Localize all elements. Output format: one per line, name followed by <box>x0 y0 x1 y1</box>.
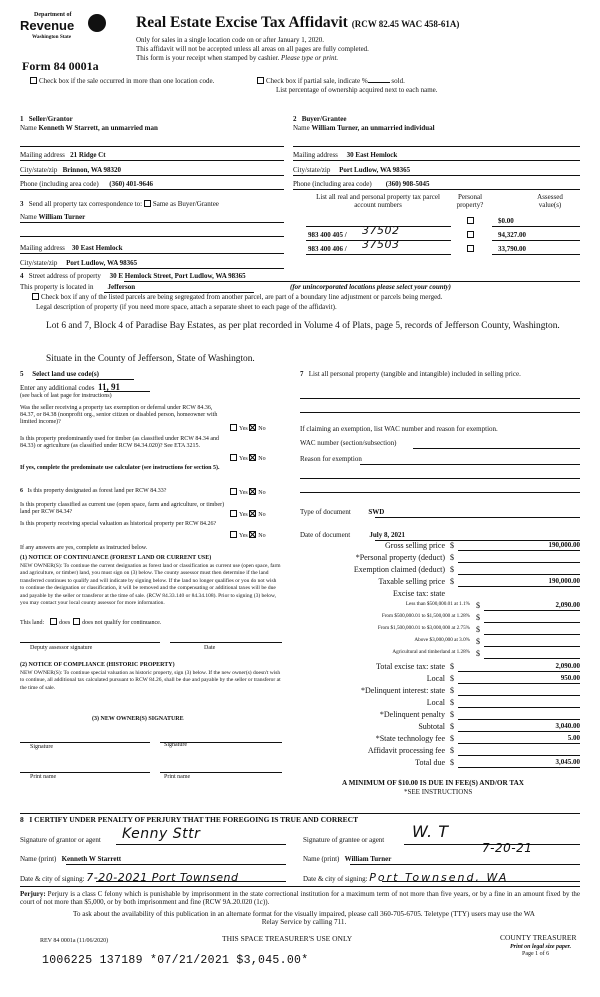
perjury-label: Perjury: <box>20 890 46 898</box>
forest-q1-row <box>20 488 166 495</box>
total-8-label: Total due <box>415 758 445 767</box>
total-row-6 <box>300 734 580 745</box>
exemption-claim-label: If claiming an exemption, list WAC number and reason for exemption. <box>300 425 498 433</box>
forest-any-yes: If any answers are yes, complete as instructed below. <box>20 545 148 551</box>
total-6-label: *State technology fee <box>375 734 445 743</box>
land-use-select[interactable]: Select land use code(s) <box>32 370 99 378</box>
forest-q1: Is this property designated as forest land per RCW 84.33? <box>27 488 167 494</box>
rev-number: REV 84 0001a (11/06/2020) <box>40 938 109 944</box>
land-use-row <box>20 370 99 378</box>
doc-type-label: Type of document <box>300 508 351 516</box>
forest-q2: Is this property classified as current use (open space, farm and agriculture, or timber) land per RCW 84.34? <box>20 502 225 515</box>
dept-line1: Department of <box>34 12 72 18</box>
personal-property-row <box>300 370 580 378</box>
timber-no-label: No <box>258 456 266 462</box>
located-county[interactable]: Jefferson <box>107 283 136 291</box>
doc-type[interactable]: SWD <box>368 508 385 516</box>
forest-q1-no-label: No <box>258 490 266 496</box>
total-7-label: Affidavit processing fee <box>367 746 445 755</box>
bracket-2-label: From $1,500,000.01 to $3,000,000 at 2.75% <box>377 625 470 631</box>
seller-phone[interactable]: (360) 401-9646 <box>109 180 153 188</box>
wac-label: WAC number (section/subsection) <box>300 439 397 447</box>
forest-q1-yes-checkbox[interactable] <box>230 488 237 495</box>
tax-taxable-label: Taxable selling price <box>378 577 445 586</box>
forest-q3-yes-label: Yes <box>239 533 248 539</box>
total-5-dollar: $ <box>450 722 454 731</box>
seller-heading-text: Seller/Grantor <box>28 115 73 123</box>
seller-num: 1 <box>20 115 24 123</box>
exemption-question: Was the seller receiving a property tax exemption or deferral under RCW 84.36, 84.37, or 84.38 (nonprofit org., senior citizen or disabled person, homeowner with limited income)? <box>20 405 218 425</box>
segregated-note: Check box if any of the listed parcels are being segregated from another parcel, are part of a boundary line adjustment or parcels being merged. <box>41 293 443 301</box>
exemption-yes-checkbox[interactable] <box>230 424 237 431</box>
total-0-value[interactable]: 2,090.00 <box>555 662 580 670</box>
alt-format-note: To ask about the availability of this publication in an alternate format for the visually impaired, please call 360-705-6705. Teletype (TTY) users may use the WA Relay Service by calling 711. <box>73 910 535 927</box>
total-1-value[interactable]: 950.00 <box>560 674 580 682</box>
partial-sold-label: sold. <box>391 77 405 85</box>
certify-heading-text: I CERTIFY UNDER PENALTY OF PERJURY THAT THE FOREGOING IS TRUE AND CORRECT <box>29 815 359 824</box>
doc-type-row <box>300 508 384 516</box>
bracket-3-dollar: $ <box>476 637 480 646</box>
parcel-1-personal-checkbox[interactable] <box>467 231 474 238</box>
buyer-name-row <box>293 124 435 132</box>
seller-name-label: Name <box>20 124 37 132</box>
parcel-col3-header: Assessed value(s) <box>537 193 563 210</box>
land-use-num: 5 <box>20 370 24 378</box>
notice1-title: (1) NOTICE OF CONTINUANCE (FOREST LAND OR CURRENT USE) <box>20 555 212 561</box>
land-does-not-checkbox[interactable] <box>73 618 80 625</box>
forest-q2-yes-no <box>230 510 266 519</box>
bracket-1-label: From $500,000.01 to $1,500,000 at 1.28% <box>381 613 470 619</box>
total-0-dollar: $ <box>450 662 454 671</box>
seller-city[interactable]: Brinnon, WA 98320 <box>62 166 121 174</box>
title-citation: (RCW 82.45 WAC 458-61A) <box>351 19 460 29</box>
parcel-0-value[interactable]: $0.00 <box>498 217 514 225</box>
grantee-date-city[interactable]: Port Townsend, WA <box>369 871 509 884</box>
notice2-title: (2) NOTICE OF COMPLIANCE (HISTORIC PROPERTY) <box>20 662 175 668</box>
exemption-yes-no <box>230 424 266 433</box>
grantee-sig-label: Signature of grantee or agent <box>303 836 385 844</box>
total-6-dollar: $ <box>450 734 454 743</box>
total-2-dollar: $ <box>450 686 454 695</box>
correspondence-mail-label: Mailing address <box>20 244 65 252</box>
same-as-buyer-checkbox[interactable] <box>144 200 151 207</box>
header-note2: This affidavit will not be accepted unless all areas on all pages are fully completed. <box>136 45 369 53</box>
this-land-row <box>20 618 161 627</box>
perjury-note <box>20 890 580 906</box>
legal-description[interactable]: Lot 6 and 7, Block 4 of Paradise Bay Estates, as per plat recorded in Volume 4 of Plats, page 5, records of Jefferson County, Washington. <box>46 321 560 331</box>
parcel-2-number[interactable]: 983 400 406 / <box>308 245 347 253</box>
deputy-sig-label: Deputy assessor signature <box>30 645 93 651</box>
multi-location-checkbox[interactable] <box>30 77 37 84</box>
tax-taxable-value[interactable]: 190,000.00 <box>548 577 580 585</box>
total-5-value[interactable]: 3,040.00 <box>555 722 580 730</box>
parcel-2-value[interactable]: 33,790.00 <box>498 245 526 253</box>
grantee-date-city-label: Date & city of signing: <box>303 875 368 883</box>
total-row-7 <box>300 746 580 757</box>
land-use-back-note: (see back of last page for instructions) <box>20 393 112 399</box>
land-does-label: does <box>59 620 71 626</box>
correspondence-city[interactable]: Port Ludlow, WA 98365 <box>66 259 138 267</box>
seller-name[interactable]: Kenneth W Starrett, an unmarried man <box>38 124 158 132</box>
legal-paper-note: Print on legal size paper. <box>510 944 572 950</box>
tax-exemption-dollar: $ <box>450 565 454 574</box>
reason-label: Reason for exemption <box>300 455 362 463</box>
segregated-checkbox[interactable] <box>32 293 39 300</box>
parcel-1-handwritten: 37502 <box>362 224 400 237</box>
seller-mail-label: Mailing address <box>20 151 65 159</box>
total-5-label: Subtotal <box>418 722 445 731</box>
bracket-row-0 <box>300 601 580 612</box>
total-row-5 <box>300 722 580 733</box>
seller-name-row <box>20 124 158 132</box>
additional-codes-label: Enter any additional codes <box>20 384 95 392</box>
forest-q3-no-checkbox[interactable] <box>249 531 256 538</box>
same-as-buyer-label: Same as Buyer/Grantee <box>152 200 219 208</box>
timber-yes-checkbox[interactable] <box>230 454 237 461</box>
bracket-4-dollar: $ <box>476 649 480 658</box>
buyer-heading <box>293 115 346 123</box>
total-8-value[interactable]: 3,045.00 <box>555 758 580 766</box>
forest-q3-yes-checkbox[interactable] <box>230 531 237 538</box>
street-address[interactable]: 30 E Hemlock Street, Port Ludlow, WA 98365 <box>109 272 246 280</box>
additional-codes[interactable]: 11, 91 <box>97 382 120 392</box>
certify-num: 8 <box>20 815 24 824</box>
list-pct-note: List percentage of ownership acquired next to each name. <box>276 86 438 94</box>
seller-city-row <box>20 166 121 174</box>
owner-signature-label-2: Signature <box>164 742 187 748</box>
tax-gross-label: Gross selling price <box>385 541 445 550</box>
notice1-body: NEW OWNER(S): To continue the current designation as forest land or classification as current use (open space, farm and agriculture, or timber) land, you must sign on (3) below. The county assessor must then determine if the land transferred continues to qualify and will indicate by signing below. If the land no longer qualifies or you do not wish to continue the designation or classification, it will be removed and the compensating or additional taxes will be due and payable by the seller or transferor at the time of sale. (RCW 84.33.140 or 84.34.108). Prior to signing (3) below, you may contact your local county assessor for more information. <box>20 563 281 607</box>
legal-label: Legal description of property (if you need more space, attach a separate sheet to each page of the affidavit). <box>36 303 337 311</box>
bracket-2-dollar: $ <box>476 625 480 634</box>
total-2-label: *Delinquent interest: state <box>361 686 445 695</box>
bracket-0-dollar: $ <box>476 601 480 610</box>
county-treasurer: COUNTY TREASURER <box>500 933 577 942</box>
total-row-2 <box>300 686 580 697</box>
parcel-2-handwritten: 37503 <box>362 238 400 251</box>
tax-gross-dollar: $ <box>450 541 454 550</box>
treasurer-receipt: 1006225 137189 *07/21/2021 $3,045.00* <box>42 954 309 967</box>
tax-taxable-dollar: $ <box>450 577 454 586</box>
header-note3-text: This form is your receipt when stamped by cashier. <box>136 54 280 62</box>
total-6-value[interactable]: 5.00 <box>567 734 580 742</box>
bracket-4-label: Agricultural and timberland at 1.28% <box>392 649 470 655</box>
header-note3 <box>136 54 338 62</box>
grantee-name-label: Name (print) <box>303 855 340 863</box>
buyer-mail[interactable]: 30 East Hemlock <box>346 151 398 159</box>
grantee-date-city-row <box>303 872 508 885</box>
total-3-dollar: $ <box>450 698 454 707</box>
parcel-1-number[interactable]: 983 400 405 / <box>308 231 347 239</box>
parcel-col2-header: Personal property? <box>456 193 484 210</box>
seller-heading <box>20 115 73 123</box>
parcel-0-personal-checkbox[interactable] <box>467 217 474 224</box>
forest-q1-yes-label: Yes <box>239 490 248 496</box>
timber-no-checkbox[interactable] <box>249 454 256 461</box>
bracket-row-3 <box>300 637 580 648</box>
multi-location-check[interactable] <box>30 77 214 85</box>
unincorporated-note: (for unincorporated locations please select your county) <box>290 283 451 291</box>
segregated-row <box>32 293 442 301</box>
grantee-date-handwritten: 7-20-21 <box>482 841 533 855</box>
total-row-8 <box>300 758 580 769</box>
forest-q3-no-label: No <box>258 533 266 539</box>
seller-city-label: City/state/zip <box>20 166 58 174</box>
tax-gross-row <box>300 541 580 552</box>
see-instructions: *SEE INSTRUCTIONS <box>404 788 473 796</box>
correspondence-num: 3 <box>20 200 24 208</box>
total-0-label: Total excise tax: state <box>376 662 445 671</box>
exemption-no-label: No <box>258 426 266 432</box>
correspondence-city-label: City/state/zip <box>20 259 58 267</box>
total-1-label: Local <box>426 674 445 683</box>
correspondence-row <box>20 200 219 208</box>
land-does-checkbox[interactable] <box>50 618 57 625</box>
treasurer-space: THIS SPACE TREASURER'S USE ONLY <box>222 934 353 943</box>
correspondence-name[interactable]: William Turner <box>38 213 86 221</box>
forest-q3: Is this property receiving special valuation as historical property per RCW 84.26? <box>20 521 217 527</box>
page-title <box>136 14 459 32</box>
bracket-0-value[interactable]: 2,090.00 <box>555 601 580 609</box>
header-note1: Only for sales in a single location code on or after January 1, 2020. <box>136 36 324 44</box>
parcel-row-0 <box>306 215 580 227</box>
forest-q2-no-label: No <box>258 512 266 518</box>
located-row <box>20 283 451 291</box>
seller-mail[interactable]: 21 Ridge Ct <box>70 151 106 159</box>
total-3-label: Local <box>426 698 445 707</box>
bracket-0-label: Less than $500,000.01 at 1.1% <box>405 601 470 607</box>
grantor-date-city-label: Date & city of signing: <box>20 875 85 883</box>
logo-icon <box>88 14 106 32</box>
header-note3b-text: Please type or print. <box>281 54 339 62</box>
seller-phone-label: Phone (including area code) <box>20 180 99 188</box>
forest-num: 6 <box>20 488 23 494</box>
total-8-dollar: $ <box>450 758 454 767</box>
grantor-date-city-row <box>20 872 238 885</box>
bracket-3-label: Above $3,000,000 at 3.0% <box>414 637 470 643</box>
parcel-row-2 <box>306 238 580 255</box>
timber-question: Is this property predominantly used for timber (as classified under RCW 84.34 and 84.33) or agriculture (as classified under RCW 84.34.020)? See ETA 3215. <box>20 436 220 449</box>
owner-print-label-2: Print name <box>164 774 191 780</box>
new-owner-sig-heading: (3) NEW OWNER(S) SIGNATURE <box>92 716 184 722</box>
forest-q1-no-checkbox[interactable] <box>249 488 256 495</box>
buyer-city-label: City/state/zip <box>293 166 331 174</box>
buyer-phone[interactable]: (360) 908-5045 <box>385 180 430 188</box>
timber-yes-label: Yes <box>239 456 248 462</box>
tax-exemption-label: Exemption claimed (deduct) <box>353 565 445 574</box>
correspondence-name-row <box>20 213 85 221</box>
tax-taxable-row <box>300 577 580 588</box>
grantor-name-row <box>20 855 121 863</box>
timber-note: If yes, complete the predominate use calculator (see instructions for section 5). <box>20 465 220 471</box>
title-text: Real Estate Excise Tax Affidavit <box>136 14 348 31</box>
tax-excise-state-row <box>300 589 580 600</box>
seller-phone-row <box>20 180 153 188</box>
page-number: Page 1 of 6 <box>522 951 550 957</box>
parcel-1-value[interactable]: 94,327.00 <box>498 231 526 239</box>
deputy-date-label: Date <box>204 645 216 651</box>
total-row-1 <box>300 674 580 685</box>
total-7-dollar: $ <box>450 746 454 755</box>
forest-q2-yes-label: Yes <box>239 512 248 518</box>
tax-excise-state-label: Excise tax: state <box>393 589 445 598</box>
form-number: Form 84 0001a <box>22 59 99 73</box>
parcel-row-1 <box>306 224 580 241</box>
buyer-mail-row <box>293 151 397 159</box>
tax-gross-value[interactable]: 190,000.00 <box>548 541 580 549</box>
partial-sale-checkbox[interactable] <box>257 77 264 84</box>
correspondence-city-row <box>20 259 137 267</box>
minimum-note: A MINIMUM OF $10.00 IS DUE IN FEE(S) AND/OR TAX <box>342 779 524 787</box>
grantor-name-label: Name (print) <box>20 855 57 863</box>
certify-heading <box>20 816 358 825</box>
buyer-phone-label: Phone (including area code) <box>293 180 372 188</box>
dept-line2: Revenue <box>20 18 75 33</box>
grantor-name[interactable]: Kenneth W Starrett <box>61 855 122 863</box>
perjury-text: Perjury is a class C felony which is punishable by imprisonment in the state correctional institution for a maximum term of not more than five years, or by a fine in an amount fixed by the court of not more than $5,000, or by both imprisonment and fine (RCW 9A.20.020 (1c)). <box>20 890 581 907</box>
land-does-not-label: does not qualify for continuance. <box>82 620 162 626</box>
forest-q3-yes-no <box>230 531 266 540</box>
seller-mail-row <box>20 151 106 159</box>
bracket-1-dollar: $ <box>476 613 480 622</box>
doc-date[interactable]: July 8, 2021 <box>369 531 405 539</box>
bracket-row-4 <box>300 649 580 660</box>
timber-yes-no <box>230 454 266 463</box>
exemption-no-checkbox[interactable] <box>249 424 256 431</box>
owner-signature-label-1: Signature <box>30 744 53 750</box>
street-label: Street address of property <box>28 272 101 280</box>
notice2-body: NEW OWNER(S): To continue special valuation as historic property, sign (3) below. If the new owner(s) doesn't wish to continue, all additional tax calculated pursuant to RCW 84.26, shall be due and payable by the seller or transferor at the time of sale. <box>20 670 281 691</box>
grantee-name[interactable]: William Turner <box>344 855 392 863</box>
personal-property-label: List all personal property (tangible and intangible) included in selling price. <box>308 370 521 378</box>
grantor-signature[interactable]: Kenny Sttr <box>122 826 201 842</box>
total-4-dollar: $ <box>450 710 454 719</box>
tax-personal-dollar: $ <box>450 553 454 562</box>
located-label: This property is located in <box>20 283 94 291</box>
bracket-row-2 <box>300 625 580 636</box>
revenue-logo <box>20 12 112 54</box>
grantor-date-city[interactable]: 7-20-2021 Port Townsend <box>86 871 239 884</box>
doc-date-row <box>300 531 405 539</box>
buyer-mail-label: Mailing address <box>293 151 338 159</box>
buyer-city[interactable]: Port Ludlow, WA 98365 <box>339 166 411 174</box>
forest-q2-yes-checkbox[interactable] <box>230 510 237 517</box>
dept-line3: Washington State <box>32 34 72 40</box>
total-row-0 <box>300 662 580 673</box>
exemption-yes-label: Yes <box>239 426 248 432</box>
buyer-phone-row <box>293 180 429 188</box>
parcel-2-personal-checkbox[interactable] <box>467 245 474 252</box>
forest-q1-yes-no <box>230 488 266 497</box>
this-land-label: This land: <box>20 620 45 626</box>
buyer-heading-text: Buyer/Grantee <box>301 115 347 123</box>
situate-line[interactable]: Situate in the County of Jefferson, State of Washington. <box>46 354 255 364</box>
tax-exemption-row <box>300 565 580 576</box>
correspondence-mail-row <box>20 244 122 252</box>
bracket-row-1 <box>300 613 580 624</box>
correspondence-name-label: Name <box>20 213 37 221</box>
owner-print-label-1: Print name <box>30 774 57 780</box>
total-row-3 <box>300 698 580 709</box>
correspondence-label: Send all property tax correspondence to: <box>28 200 143 208</box>
correspondence-mail[interactable]: 30 East Hemlock <box>71 244 123 252</box>
parcel-col1-header: List all real and personal property tax parcel account numbers <box>316 193 440 210</box>
doc-date-label: Date of document <box>300 531 351 539</box>
total-row-4 <box>300 710 580 721</box>
multi-location-label: Check box if the sale occurred in more than one location code. <box>39 77 215 85</box>
street-row <box>20 272 246 280</box>
buyer-name[interactable]: William Turner, an unmarried individual <box>311 124 435 132</box>
total-1-dollar: $ <box>450 674 454 683</box>
buyer-num: 2 <box>293 115 297 123</box>
buyer-city-row <box>293 166 410 174</box>
personal-property-num: 7 <box>300 370 304 378</box>
partial-sale-label: Check box if partial sale, indicate % <box>266 77 368 85</box>
tax-personal-label: *Personal property (deduct) <box>355 553 445 562</box>
property-num: 4 <box>20 272 24 280</box>
tax-personal-row <box>300 553 580 564</box>
forest-q2-no-checkbox[interactable] <box>249 510 256 517</box>
partial-sale-check[interactable] <box>257 77 405 85</box>
buyer-name-label: Name <box>293 124 310 132</box>
grantor-sig-label: Signature of grantor or agent <box>20 836 101 844</box>
grantee-signature[interactable]: W. T <box>412 822 449 841</box>
total-4-label: *Delinquent penalty <box>379 710 445 719</box>
grantee-name-row <box>303 855 391 863</box>
